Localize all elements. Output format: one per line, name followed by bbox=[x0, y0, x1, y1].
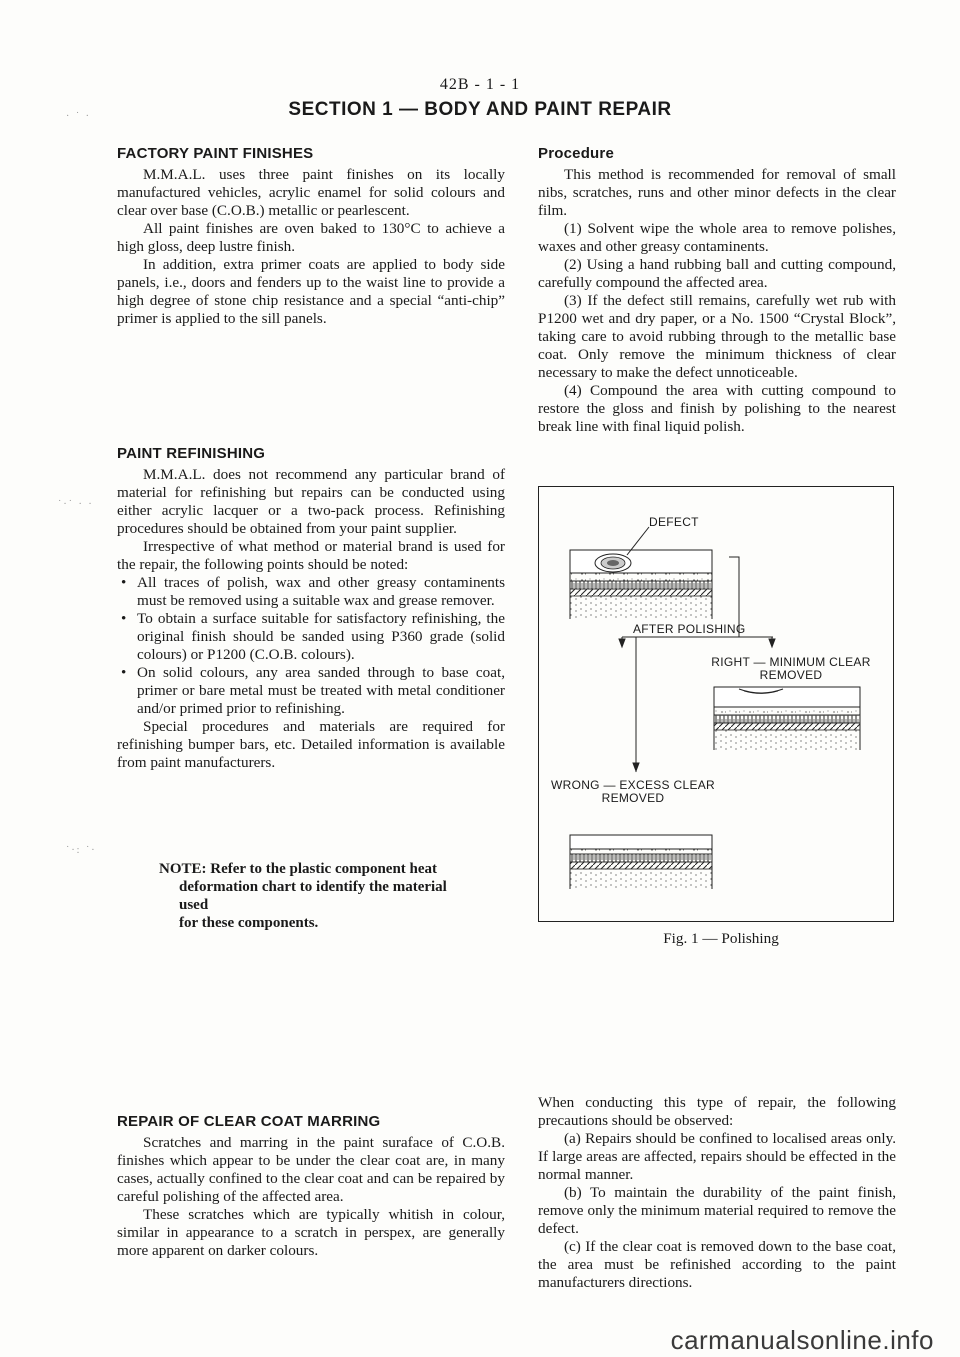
scan-speck: · ˙ · bbox=[66, 111, 91, 122]
section-title: SECTION 1 — BODY AND PAINT REPAIR bbox=[288, 99, 672, 120]
note-line: for these components. bbox=[179, 915, 319, 931]
marring-paragraph: These scratches which are typically whitish in colour, similar in appearance to a scratch in perspex, are generally more apparent on darker colours. bbox=[117, 1206, 505, 1259]
label-right-line: RIGHT — MINIMUM CLEAR bbox=[711, 655, 871, 669]
procedure-step: (3) If the defect still remains, carefully wet rub with P1200 wet and dry paper, or a No. 1500 “Crystal Block”, taking care to avoid rubbing through to the metallic base coat. Only remove the minimum thickness of clear necessary to make the defect unnoticeable. bbox=[538, 292, 896, 381]
scan-speck: ˙·: ˙· bbox=[66, 845, 97, 856]
marring-heading: REPAIR OF CLEAR COAT MARRING bbox=[117, 1113, 381, 1130]
note-line: deformation chart to identify the material used bbox=[179, 879, 447, 913]
label-defect: DEFECT bbox=[649, 515, 699, 529]
bullet-item: • On solid colours, any area sanded through to base coat, primer or bare metal must be treated with metal conditioner and/or primed prior to refinishing. bbox=[117, 664, 505, 718]
refinishing-bullet-list bbox=[117, 574, 505, 718]
procedure-section bbox=[538, 145, 896, 436]
procedure-heading: Procedure bbox=[538, 145, 614, 162]
refinishing-paragraph: M.M.A.L. does not recommend any particular brand of material for refinishing but repairs can be conducted using either acrylic lacquer or a two-pack process. Refinishing procedures should be obtained from your paint supplier. bbox=[117, 466, 505, 537]
factory-heading: FACTORY PAINT FINISHES bbox=[117, 145, 314, 162]
scan-speck: ˙·˙ · · bbox=[58, 499, 94, 510]
site-watermark: carmanualsonline.info bbox=[670, 1325, 934, 1355]
bullet-item: • To obtain a surface suitable for satisfactory refinishing, the original finish should be sanded using P360 grade (solid colours) or P1200 (C.O.B. colours). bbox=[117, 610, 505, 664]
label-wrong-line: REMOVED bbox=[601, 791, 665, 805]
label-right-minimum bbox=[711, 656, 871, 682]
label-after-polishing: AFTER POLISHING bbox=[633, 622, 746, 636]
refinishing-heading: PAINT REFINISHING bbox=[117, 445, 266, 462]
note-block bbox=[159, 860, 479, 932]
label-wrong-line: WRONG — EXCESS CLEAR bbox=[550, 778, 716, 792]
precautions-intro: When conducting this type of repair, the following precautions should be observed: bbox=[538, 1094, 896, 1129]
refinishing-closing: Special procedures and materials are required for refinishing bumper bars, etc. Detailed information is available from paint manufacturers. bbox=[117, 718, 505, 771]
clear-coat-marring-section bbox=[117, 1113, 505, 1260]
panel-wrong-excess bbox=[570, 835, 712, 889]
figure-caption: Fig. 1 — Polishing bbox=[663, 930, 779, 947]
procedure-step: (1) Solvent wipe the whole area to remove polishes, waxes and other greasy contaminents. bbox=[538, 220, 896, 255]
panel-right-minimum bbox=[714, 687, 860, 750]
factory-paint-section bbox=[117, 145, 505, 328]
note-line: NOTE: Refer to the plastic component heat bbox=[159, 861, 438, 877]
panel-with-defect bbox=[570, 550, 712, 619]
factory-paragraph: In addition, extra primer coats are applied to body side panels, i.e., doors and fenders up to the waist line to provide a high degree of stone chip resistance and a special “anti-chip” primer is applied to the sill panels. bbox=[117, 256, 505, 327]
precautions-section bbox=[538, 1094, 896, 1292]
procedure-step: (2) Using a hand rubbing ball and cutting compound, carefully compound the affected area. bbox=[538, 256, 896, 291]
label-wrong-excess bbox=[539, 779, 727, 805]
refinishing-paragraph: Irrespective of what method or material brand is used for the repair, the following points should be noted: bbox=[117, 538, 505, 573]
precaution-item: (c) If the clear coat is removed down to the base coat, the area must be refinished according to the paint manufacturers directions. bbox=[538, 1238, 896, 1291]
procedure-paragraph: This method is recommended for removal of small nibs, scratches, runs and other minor defects in the clear film. bbox=[538, 166, 896, 219]
factory-paragraph: M.M.A.L. uses three paint finishes on its locally manufactured vehicles, acrylic enamel for solid colours and clear over base (C.O.B.) metallic or pearlescent. bbox=[117, 166, 505, 219]
procedure-step: (4) Compound the area with cutting compound to restore the gloss and finish by polishing to the nearest break line with final liquid polish. bbox=[538, 382, 896, 435]
polishing-diagram bbox=[539, 487, 895, 923]
precaution-item: (b) To maintain the durability of the paint finish, remove only the minimum material required to remove the defect. bbox=[538, 1184, 896, 1237]
paint-refinishing-section bbox=[117, 445, 505, 772]
label-right-line: REMOVED bbox=[759, 668, 823, 682]
marring-paragraph: Scratches and marring in the paint suraface of C.O.B. finishes which appear to be under the clear coat are, in many cases, actually confined to the clear coat and can be repaired by careful polishing of the affected area. bbox=[117, 1134, 505, 1205]
factory-paragraph: All paint finishes are oven baked to 130°C to achieve a high gloss, deep lustre finish. bbox=[117, 220, 505, 255]
precaution-item: (a) Repairs should be confined to localised areas only. If large areas are affected, repairs should be effected in the normal manner. bbox=[538, 1130, 896, 1183]
polishing-figure bbox=[538, 486, 894, 922]
bullet-item: • All traces of polish, wax and other greasy contaminents must be removed using a suitable wax and grease remover. bbox=[117, 574, 505, 610]
page-number: 42B - 1 - 1 bbox=[439, 76, 521, 93]
